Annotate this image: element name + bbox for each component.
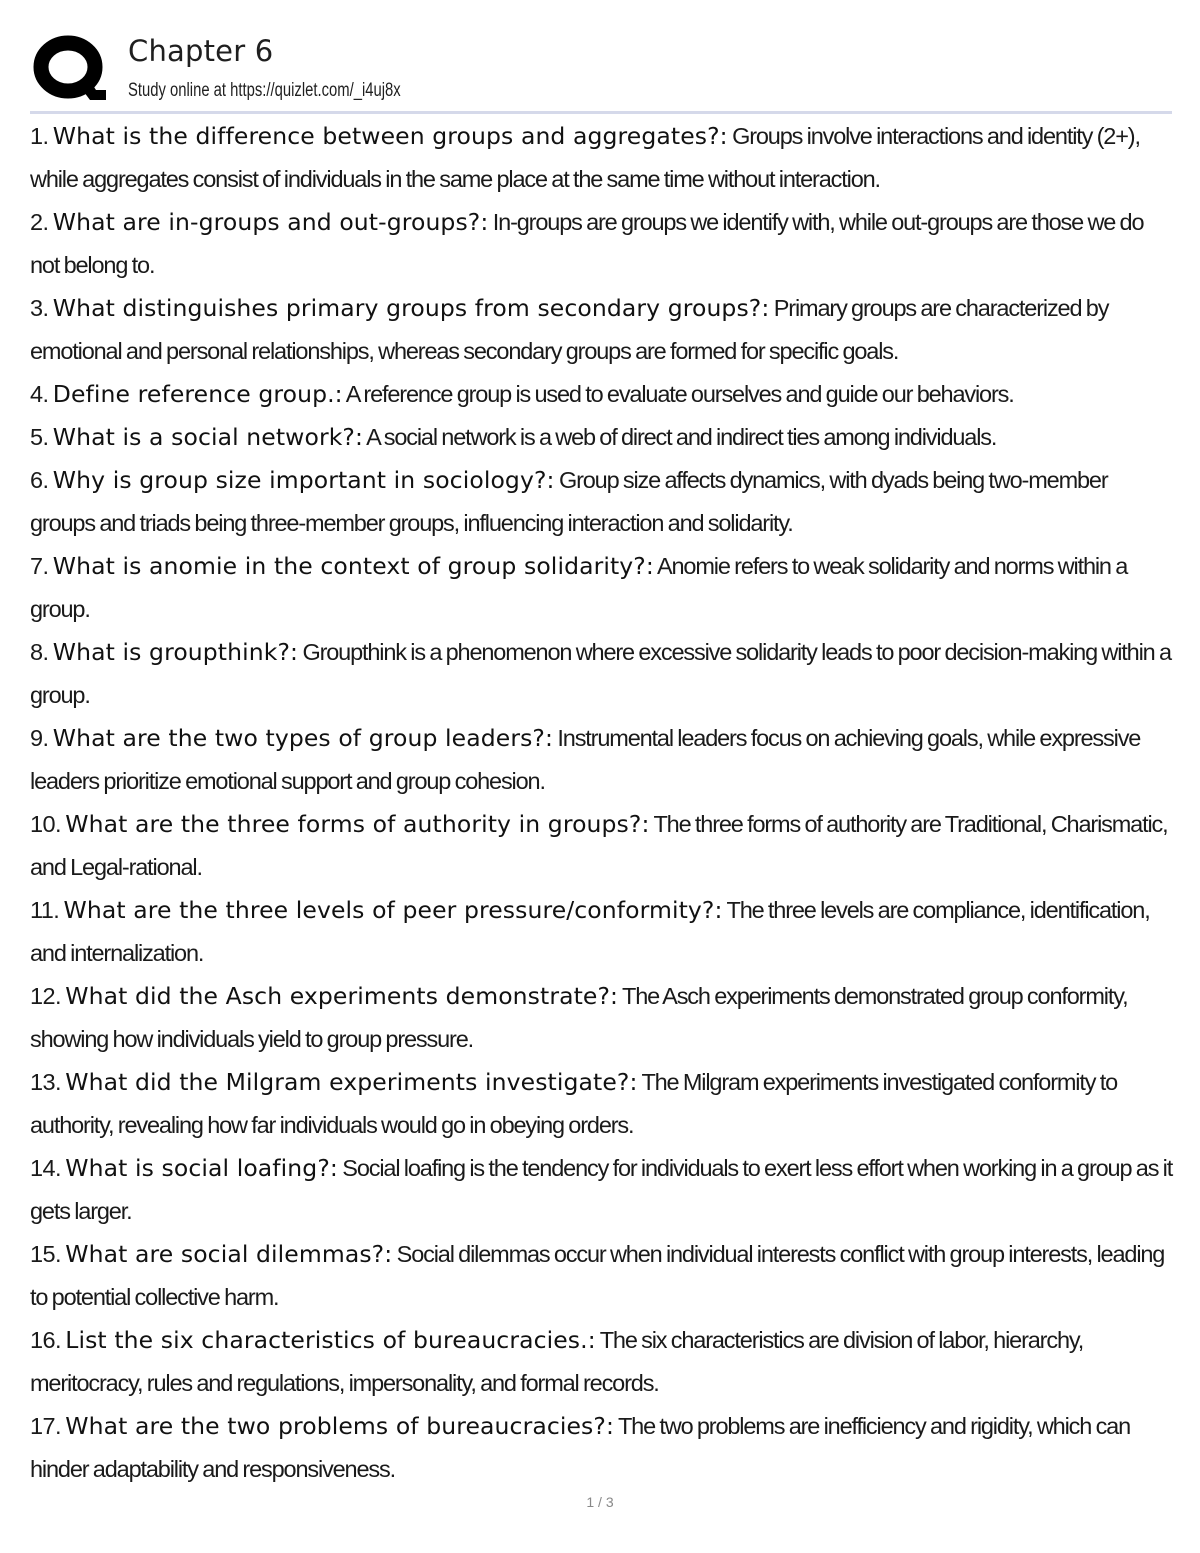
qa-item (30, 1147, 1175, 1233)
answer-text: Social dilemmas occur when individual interests conflict with group interests, leading to potential collective harm. (30, 1241, 1165, 1310)
qa-item (30, 287, 1175, 373)
answer-text: The three levels are compliance, identification, and internalization. (30, 897, 1150, 966)
question-text: List the six characteristics of bureaucracies.: (65, 1326, 596, 1354)
qa-item (30, 201, 1175, 287)
answer-text: The two problems are inefficiency and rigidity, which can hinder adaptability and responsiveness. (30, 1413, 1131, 1482)
qa-item (30, 803, 1175, 889)
question-text: What did the Milgram experiments investigate?: (65, 1068, 638, 1096)
item-number: 5. (30, 424, 49, 450)
qa-item (30, 373, 1175, 416)
qa-item (30, 975, 1175, 1061)
item-number: 10. (30, 811, 61, 837)
qa-item (30, 1061, 1175, 1147)
item-number: 11. (30, 897, 60, 923)
study-online-link-text[interactable]: Study online at https://quizlet.com/_i4uj8x (128, 80, 401, 101)
item-number: 8. (30, 639, 49, 665)
question-text: What are social dilemmas?: (65, 1240, 393, 1268)
item-number: 14. (30, 1155, 61, 1181)
answer-text: The three forms of authority are Traditional, Charismatic, and Legal-rational. (30, 811, 1168, 880)
question-text: What did the Asch experiments demonstrate?: (65, 982, 619, 1010)
qa-item (30, 416, 1175, 459)
header-divider (30, 111, 1172, 114)
page-number: 1 / 3 (586, 1494, 614, 1510)
qa-item (30, 459, 1175, 545)
answer-text: A reference group is used to evaluate ourselves and guide our behaviors. (345, 381, 1014, 407)
question-text: Define reference group.: (52, 380, 343, 408)
item-number: 4. (30, 381, 49, 407)
qa-item (30, 115, 1175, 201)
question-answer-list (30, 115, 1175, 1491)
item-number: 1. (30, 123, 49, 149)
item-number: 15. (30, 1241, 61, 1267)
question-text: Why is group size important in sociology?: (52, 466, 555, 494)
question-text: What are the two types of group leaders?: (52, 724, 554, 752)
question-text: What is the difference between groups and aggregates?: (52, 122, 728, 150)
question-text: What is anomie in the context of group solidarity?: (52, 552, 654, 580)
quizlet-logo-icon (32, 34, 106, 104)
item-number: 7. (30, 553, 49, 579)
item-number: 12. (30, 983, 61, 1009)
answer-text: Social loafing is the tendency for individuals to exert less effort when working in a group as it gets larger. (30, 1155, 1173, 1224)
question-text: What is groupthink?: (52, 638, 299, 666)
question-text: What are the three levels of peer pressure/conformity?: (63, 896, 723, 924)
answer-text: A social network is a web of direct and indirect ties among individuals. (366, 424, 997, 450)
answer-text: Anomie refers to weak solidarity and norms within a group. (30, 553, 1128, 622)
item-number: 9. (30, 725, 49, 751)
qa-item (30, 717, 1175, 803)
page-header (30, 30, 1172, 110)
item-number: 2. (30, 209, 49, 235)
qa-item (30, 1405, 1175, 1491)
answer-text: Groups involve interactions and identity (2+), while aggregates consist of individuals in the same place at the same time without interaction. (30, 123, 1140, 192)
question-text: What distinguishes primary groups from secondary groups?: (52, 294, 770, 322)
answer-text: Groupthink is a phenomenon where excessive solidarity leads to poor decision-making within a group. (30, 639, 1171, 708)
answer-text: Primary groups are characterized by emotional and personal relationships, whereas secondary groups are formed for specific goals. (30, 295, 1109, 364)
item-number: 16. (30, 1327, 61, 1353)
answer-text: In-groups are groups we identify with, while out-groups are those we do not belong to. (30, 209, 1144, 278)
question-text: What is social loafing?: (65, 1154, 338, 1182)
item-number: 13. (30, 1069, 61, 1095)
question-text: What are in-groups and out-groups?: (52, 208, 489, 236)
qa-item (30, 1319, 1175, 1405)
question-text: What are the two problems of bureaucracies?: (65, 1412, 614, 1440)
item-number: 6. (30, 467, 49, 493)
item-number: 17. (30, 1413, 61, 1439)
qa-item (30, 1233, 1175, 1319)
page-title: Chapter 6 (128, 34, 274, 68)
answer-text: Instrumental leaders focus on achieving goals, while expressive leaders prioritize emotional support and group cohesion. (30, 725, 1141, 794)
answer-text: The six characteristics are division of labor, hierarchy, meritocracy, rules and regulations, impersonality, and formal records. (30, 1327, 1084, 1396)
qa-item (30, 545, 1175, 631)
answer-text: The Asch experiments demonstrated group conformity, showing how individuals yield to group pressure. (30, 983, 1128, 1052)
qa-item (30, 631, 1175, 717)
answer-text: Group size affects dynamics, with dyads being two-member groups and triads being three-member groups, influencing interaction and solidarity. (30, 467, 1108, 536)
item-number: 3. (30, 295, 49, 321)
question-text: What are the three forms of authority in groups?: (65, 810, 650, 838)
answer-text: The Milgram experiments investigated conformity to authority, revealing how far individuals would go in obeying orders. (30, 1069, 1118, 1138)
qa-item (30, 889, 1175, 975)
question-text: What is a social network?: (52, 423, 364, 451)
